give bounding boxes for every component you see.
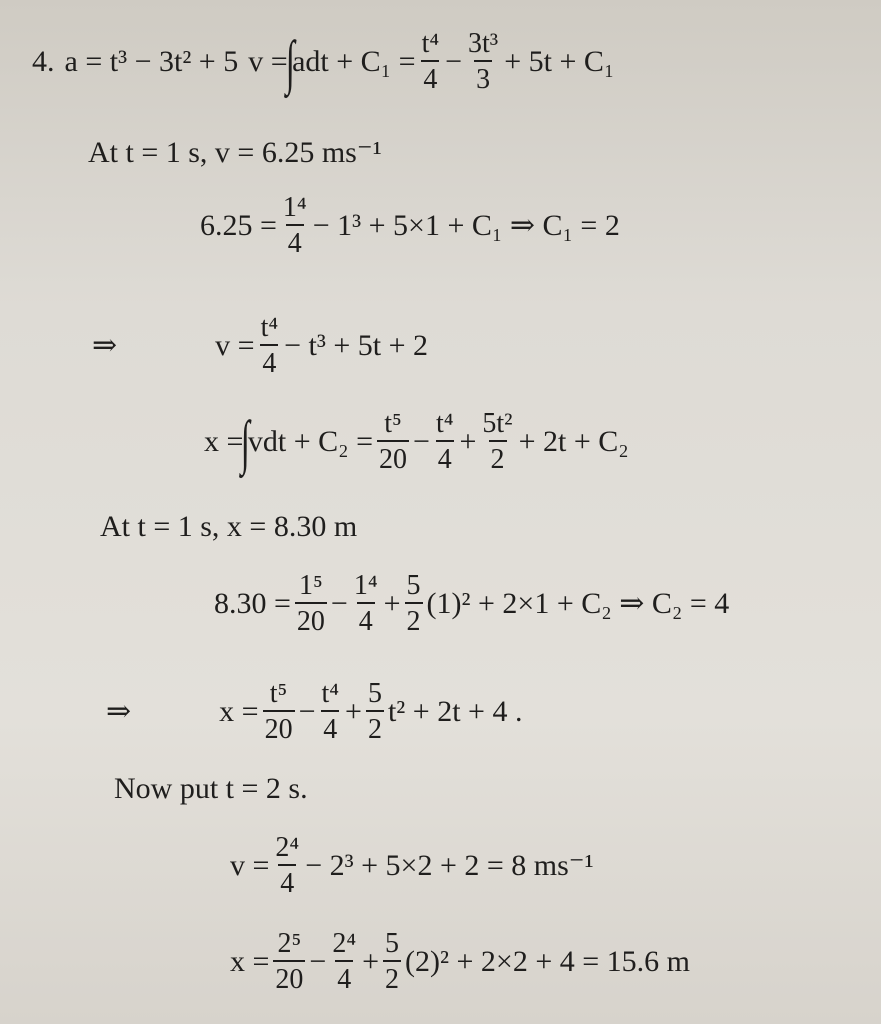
- numerator: t⁴: [321, 678, 340, 709]
- equation-c2: 8.30 = $\frac{\text{1⁵}}{20}$ − $\frac{\text{1⁴}}{4}$ + $\frac{5}{2}$ (1)² + 2×1 + C₂ ⇒ C₂ = 4: [214, 570, 730, 637]
- condition-text: At t = 1 s, x = 8.30 m: [100, 510, 358, 543]
- denominator: 20: [263, 710, 295, 744]
- fraction: [273, 834, 301, 898]
- lhs: x =: [219, 695, 259, 728]
- fraction: [377, 410, 409, 474]
- numerator: t⁴: [260, 312, 279, 343]
- numerator: t⁵: [269, 678, 288, 709]
- equation-position-integral: x = ∫ vdt + C₂ = $\frac{\text{t⁵}}{20}$ − $\frac{\text{t⁴}}{4}$ + $\frac{\text{5t²}}{2}$ + 2t + C₂: [204, 408, 629, 475]
- lhs: 6.25 =: [200, 209, 277, 242]
- numerator: 2⁴: [275, 832, 300, 863]
- denominator: 20: [273, 960, 305, 994]
- lhs: v =: [230, 849, 270, 882]
- numerator: 5t²: [482, 408, 513, 439]
- numerator: 2⁴: [332, 928, 357, 959]
- denominator: 4: [436, 440, 454, 474]
- fraction: [352, 572, 380, 636]
- numerator: t⁵: [384, 408, 402, 439]
- denominator: 4: [260, 344, 278, 378]
- fraction: [405, 572, 423, 636]
- equation-position: ⇒ x = $\frac{\text{t⁵}}{20}$ − $\frac{\text{t⁴}}{4}$ + $\frac{5}{2}$ t² + 2t + 4 .: [106, 678, 523, 745]
- integrand: adt + C₁ =: [292, 45, 416, 78]
- numerator: 1⁴: [282, 192, 307, 223]
- denominator: 2: [366, 710, 384, 744]
- denominator: 2: [383, 960, 401, 994]
- implies-arrow: ⇒: [92, 329, 118, 362]
- expression-tail: t² + 2t + 4 .: [387, 695, 523, 728]
- denominator: 4: [421, 60, 439, 94]
- integral-sign: ∫: [241, 409, 251, 475]
- denominator: 2: [405, 602, 423, 636]
- numerator: 5: [406, 570, 421, 601]
- numerator: t⁴: [435, 408, 454, 439]
- denominator: 20: [295, 602, 327, 636]
- numerator: 1⁴: [353, 570, 378, 601]
- numerator: 3t³: [468, 28, 499, 59]
- expression-tail: − 2³ + 5×2 + 2 = 8 ms⁻¹: [305, 849, 594, 882]
- numerator: 5: [367, 678, 382, 709]
- equation-velocity: [92, 314, 428, 378]
- numerator: 2⁵: [277, 928, 302, 959]
- denominator: 2: [489, 440, 507, 474]
- fraction: [330, 930, 358, 994]
- expression-tail: (1)² + 2×1 + C₂ ⇒ C₂ = 4: [426, 587, 730, 620]
- condition-text: At t = 1 s, v = 6.25 ms⁻¹: [88, 136, 382, 169]
- denominator: 4: [357, 602, 375, 636]
- lhs: 8.30 =: [214, 587, 291, 620]
- integral-sign: ∫: [285, 29, 295, 95]
- denominator: 4: [286, 224, 304, 258]
- denominator: 4: [321, 710, 339, 744]
- expression-tail: + 5t + C₁: [504, 45, 615, 78]
- lhs: v =: [215, 329, 255, 362]
- fraction: [383, 930, 401, 994]
- numerator: t⁴: [421, 28, 440, 59]
- fraction: [366, 680, 384, 744]
- fraction: [420, 30, 442, 94]
- velocity-label: v =: [248, 45, 288, 78]
- equation-c1: [200, 194, 620, 258]
- denominator: 3: [474, 60, 492, 94]
- problem-number: 4.: [32, 45, 55, 78]
- expression-tail: − 1³ + 5×1 + C₁ ⇒ C₁ = 2: [312, 209, 620, 242]
- lhs: x =: [230, 945, 270, 978]
- equation-acceleration: 4. a = t³ − 3t² + 5 v = ∫ adt + C₁ = $\frac{\text{t⁴}}{4}$ − $\frac{\text{3t³}}{3}$ + 5t + C₁: [32, 28, 615, 95]
- result-position: x = $\frac{\text{2⁵}}{20}$ − $\frac{\text{2⁴}}{4}$ + $\frac{5}{2}$ (2)² + 2×2 + 4 = 15.6 m: [230, 928, 691, 995]
- condition-position: [100, 512, 357, 542]
- fraction: [281, 194, 309, 258]
- integrand: vdt + C₂ =: [247, 425, 374, 458]
- denominator: 20: [377, 440, 409, 474]
- denominator: 4: [335, 960, 353, 994]
- numerator: 5: [385, 928, 400, 959]
- fraction: [434, 410, 456, 474]
- implies-arrow: ⇒: [106, 695, 132, 728]
- lhs: x =: [204, 425, 244, 458]
- condition-velocity: [88, 138, 382, 168]
- fraction: [259, 314, 281, 378]
- instruction-text: Now put t = 2 s.: [114, 772, 308, 805]
- acceleration-expr: a = t³ − 3t² + 5: [64, 45, 239, 78]
- numerator: 1⁵: [299, 570, 323, 601]
- fraction: [319, 680, 341, 744]
- expression-tail: (2)² + 2×2 + 4 = 15.6 m: [405, 945, 691, 978]
- expression-tail: − t³ + 5t + 2: [284, 329, 429, 362]
- fraction: [273, 930, 305, 994]
- denominator: 4: [278, 864, 296, 898]
- fraction: [466, 30, 500, 94]
- fraction: [480, 410, 514, 474]
- instruction-line: [114, 774, 308, 804]
- expression-tail: + 2t + C₂: [518, 425, 629, 458]
- fraction: [263, 680, 295, 744]
- fraction: [295, 572, 327, 636]
- result-velocity: [230, 834, 594, 898]
